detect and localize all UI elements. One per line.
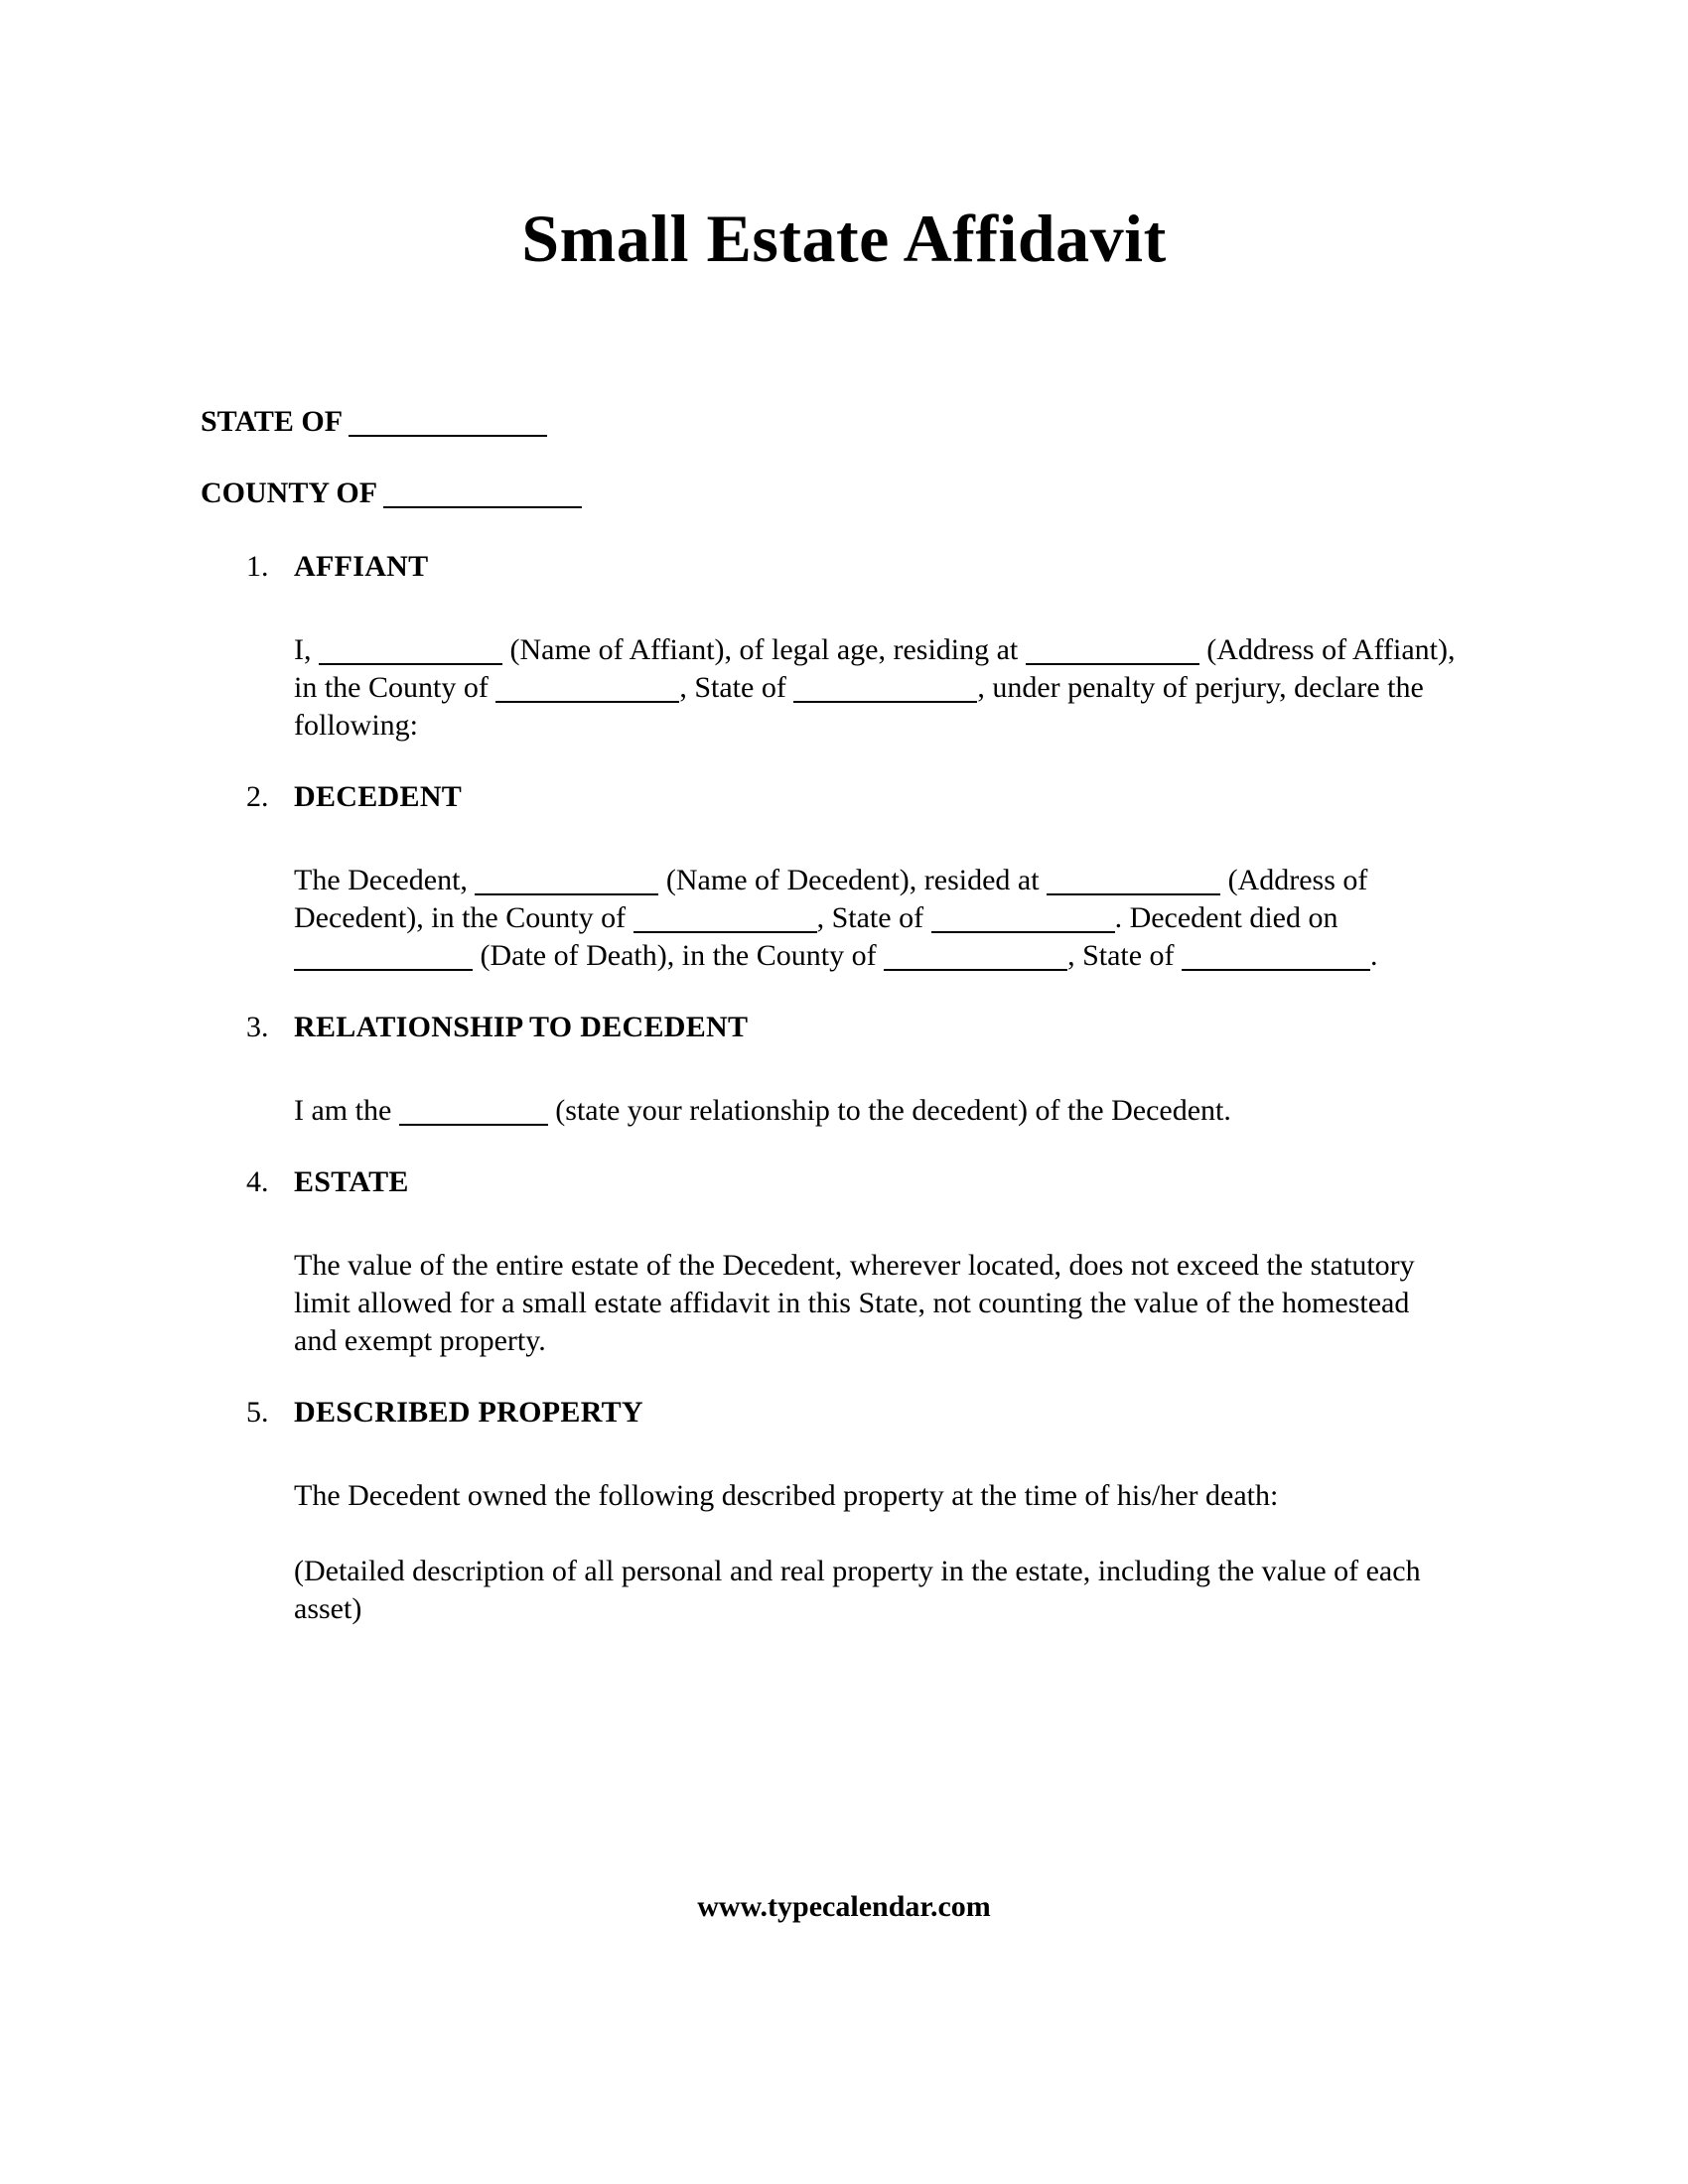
paragraph: (Detailed description of all personal and real property in the estate, including the value of each asset) [294, 1554, 1421, 1625]
paragraph: The Decedent owned the following described property at the time of his/her death: [294, 1478, 1279, 1512]
header-field-label: STATE OF [201, 404, 350, 438]
blank-line [633, 901, 817, 933]
section [246, 1163, 1458, 1360]
blank-line [294, 939, 473, 971]
blank-line [1047, 864, 1220, 895]
section-paragraphs [294, 862, 1458, 975]
blank-line [931, 901, 1115, 933]
section-number: 4. [246, 1164, 269, 1198]
section-paragraphs [294, 1247, 1458, 1360]
section-heading: DECEDENT [294, 779, 463, 813]
paragraph: The Decedent, (Name of Decedent), resided at (Address of Decedent), in the County of , State of . Decedent died on (Date of Death), in the County of , State of . [294, 863, 1378, 972]
blank-line [884, 939, 1067, 971]
header-field-label: COUNTY OF [201, 476, 384, 509]
blank-line [495, 671, 679, 703]
section-heading-row [246, 1394, 1458, 1432]
document-title: Small Estate Affidavit [521, 201, 1167, 276]
blank-line [319, 633, 502, 665]
section-heading-row [246, 1163, 1458, 1201]
header-field [201, 475, 1688, 512]
section-paragraphs [294, 1477, 1458, 1628]
paragraph: I, (Name of Affiant), of legal age, residing at (Address of Affiant), in the County of , State of , under penalty of perjury, declare the following: [294, 632, 1456, 742]
section-heading-row [246, 778, 1458, 816]
section-number: 3. [246, 1010, 269, 1043]
section-paragraphs [294, 1092, 1458, 1130]
section [246, 778, 1458, 975]
blank-line [475, 864, 658, 895]
blank-line [793, 671, 977, 703]
blank-line [383, 477, 582, 508]
footer-url: www.typecalendar.com [697, 1890, 991, 1923]
section-heading: AFFIANT [294, 549, 429, 583]
section-heading-row [246, 548, 1458, 586]
section-heading: DESCRIBED PROPERTY [294, 1395, 643, 1429]
section-heading: ESTATE [294, 1164, 409, 1198]
sections-list [0, 548, 1458, 1628]
blank-line [399, 1094, 548, 1126]
section-heading-row [246, 1009, 1458, 1046]
section [246, 1009, 1458, 1130]
header-field [201, 403, 1688, 441]
paragraph: The value of the entire estate of the Decedent, wherever located, does not exceed the statutory limit allowed for a small estate affidavit in this State, not counting the value of the homestead and exempt property. [294, 1248, 1415, 1357]
section [246, 548, 1458, 745]
section-number: 2. [246, 779, 269, 813]
blank-line [1026, 633, 1199, 665]
header-fields [201, 403, 1688, 512]
section-paragraphs [294, 631, 1458, 745]
paragraph: I am the (state your relationship to the decedent) of the Decedent. [294, 1093, 1231, 1127]
blank-line [1182, 939, 1370, 971]
section [246, 1394, 1458, 1628]
section-number: 1. [246, 549, 269, 583]
section-heading: RELATIONSHIP TO DECEDENT [294, 1010, 749, 1043]
blank-line [349, 405, 547, 437]
section-number: 5. [246, 1395, 269, 1429]
